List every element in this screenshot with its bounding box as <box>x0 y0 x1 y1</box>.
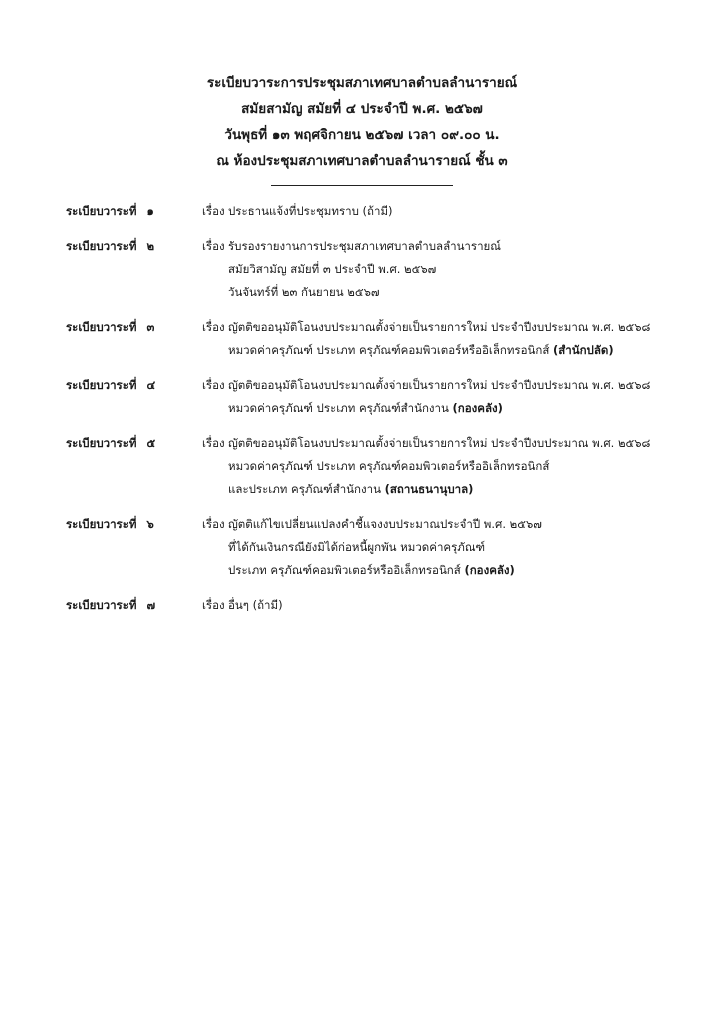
agenda-list <box>66 200 706 617</box>
agenda-subject-word: เรื่อง <box>202 436 225 450</box>
agenda-item-label <box>66 235 154 258</box>
agenda-line-text: หมวดค่าครุภัณฑ์ ประเภท ครุภัณฑ์สำนักงาน <box>228 401 453 415</box>
agenda-item-body <box>228 513 706 582</box>
agenda-line: รับรองรายงานการประชุมสภาเทศบาลตำบลลำนารายณ์ <box>228 239 501 253</box>
agenda-number: ๔ <box>146 378 156 392</box>
responsible-unit: (สถานธนานุบาล) <box>384 482 474 496</box>
agenda-label-text: ระเบียบวาระที่ <box>66 204 137 218</box>
agenda-number: ๓ <box>146 320 155 334</box>
agenda-item <box>66 594 706 617</box>
agenda-line: ญัตติแก้ไขเปลี่ยนแปลงคำชี้แจงงบประมาณประจำปี พ.ศ. ๒๕๖๗ <box>228 517 542 531</box>
header-datetime: วันพุธที่ ๑๓ พฤศจิกายน ๒๕๖๗ เวลา ๐๙.๐๐ น. <box>224 127 500 143</box>
agenda-item <box>66 200 706 223</box>
agenda-line <box>228 397 706 420</box>
agenda-line: สมัยวิสามัญ สมัยที่ ๓ ประจำปี พ.ศ. ๒๕๖๗ <box>228 262 437 276</box>
agenda-item-label <box>66 594 155 617</box>
agenda-subject-word: เรื่อง <box>202 204 225 218</box>
agenda-line <box>228 559 706 582</box>
agenda-item-body <box>228 200 706 223</box>
agenda-subject-word: เรื่อง <box>202 320 225 334</box>
agenda-item <box>66 316 706 362</box>
agenda-number: ๖ <box>146 517 154 531</box>
agenda-label-text: ระเบียบวาระที่ <box>66 517 137 531</box>
agenda-line: ที่ได้กันเงินกรณียังมิได้ก่อหนี้ผูกพัน หมวดค่าครุภัณฑ์ <box>228 540 486 554</box>
agenda-line: หมวดค่าครุภัณฑ์ ประเภท ครุภัณฑ์คอมพิวเตอร์หรืออิเล็กทรอนิกส์ <box>228 459 550 473</box>
agenda-subject-word: เรื่อง <box>202 517 225 531</box>
agenda-label-text: ระเบียบวาระที่ <box>66 320 137 334</box>
header-venue: ณ ห้องประชุมสภาเทศบาลตำบลลำนารายณ์ ชั้น ๓ <box>216 153 508 169</box>
header-session: สมัยสามัญ สมัยที่ ๔ ประจำปี พ.ศ. ๒๕๖๗ <box>241 101 483 117</box>
agenda-item-body <box>228 235 706 304</box>
agenda-item-body <box>228 594 706 617</box>
agenda-item <box>66 432 706 501</box>
agenda-label-text: ระเบียบวาระที่ <box>66 598 137 612</box>
agenda-line-text: ประเภท ครุภัณฑ์คอมพิวเตอร์หรืออิเล็กทรอนิกส์ <box>228 563 465 577</box>
agenda-subject-word: เรื่อง <box>202 598 225 612</box>
agenda-item-label <box>66 432 155 455</box>
agenda-number: ๑ <box>146 204 154 218</box>
agenda-number: ๕ <box>146 436 156 450</box>
agenda-item <box>66 513 706 582</box>
agenda-line: ญัตติขออนุมัติโอนงบประมาณตั้งจ่ายเป็นรายการใหม่ ประจำปีงบประมาณ พ.ศ. ๒๕๖๘ <box>228 378 651 392</box>
agenda-line: วันจันทร์ที่ ๒๓ กันยายน ๒๕๖๗ <box>228 285 380 299</box>
document-header <box>0 70 724 186</box>
agenda-subject-word: เรื่อง <box>202 239 225 253</box>
agenda-line-text: หมวดค่าครุภัณฑ์ ประเภท ครุภัณฑ์คอมพิวเตอร์หรืออิเล็กทรอนิกส์ <box>228 343 553 357</box>
responsible-unit: (กองคลัง) <box>464 563 515 577</box>
agenda-item-label <box>66 200 154 223</box>
agenda-item-label <box>66 513 154 536</box>
agenda-subject-word: เรื่อง <box>202 378 225 392</box>
agenda-line: ญัตติขออนุมัติโอนงบประมาณตั้งจ่ายเป็นรายการใหม่ ประจำปีงบประมาณ พ.ศ. ๒๕๖๘ <box>228 436 651 450</box>
agenda-item-body <box>228 374 706 420</box>
header-title: ระเบียบวาระการประชุมสภาเทศบาลตำบลลำนารายณ์ <box>206 75 518 91</box>
agenda-label-text: ระเบียบวาระที่ <box>66 436 137 450</box>
agenda-item-body <box>228 316 706 362</box>
agenda-item-label <box>66 316 154 339</box>
responsible-unit: (กองคลัง) <box>452 401 503 415</box>
agenda-number: ๒ <box>146 239 155 253</box>
agenda-label-text: ระเบียบวาระที่ <box>66 378 137 392</box>
agenda-line: ประธานแจ้งที่ประชุมทราบ (ถ้ามี) <box>228 204 393 218</box>
header-divider <box>271 185 453 186</box>
agenda-line <box>228 478 706 501</box>
agenda-label-text: ระเบียบวาระที่ <box>66 239 137 253</box>
agenda-number: ๗ <box>146 598 156 612</box>
agenda-item <box>66 235 706 304</box>
agenda-line-text: และประเภท ครุภัณฑ์สำนักงาน <box>228 482 385 496</box>
agenda-line: ญัตติขออนุมัติโอนงบประมาณตั้งจ่ายเป็นรายการใหม่ ประจำปีงบประมาณ พ.ศ. ๒๕๖๘ <box>228 320 651 334</box>
responsible-unit: (สำนักปลัด) <box>553 343 614 357</box>
agenda-line <box>228 339 706 362</box>
agenda-item <box>66 374 706 420</box>
agenda-item-body <box>228 432 706 501</box>
agenda-line: อื่นๆ (ถ้ามี) <box>228 598 283 612</box>
agenda-item-label <box>66 374 155 397</box>
